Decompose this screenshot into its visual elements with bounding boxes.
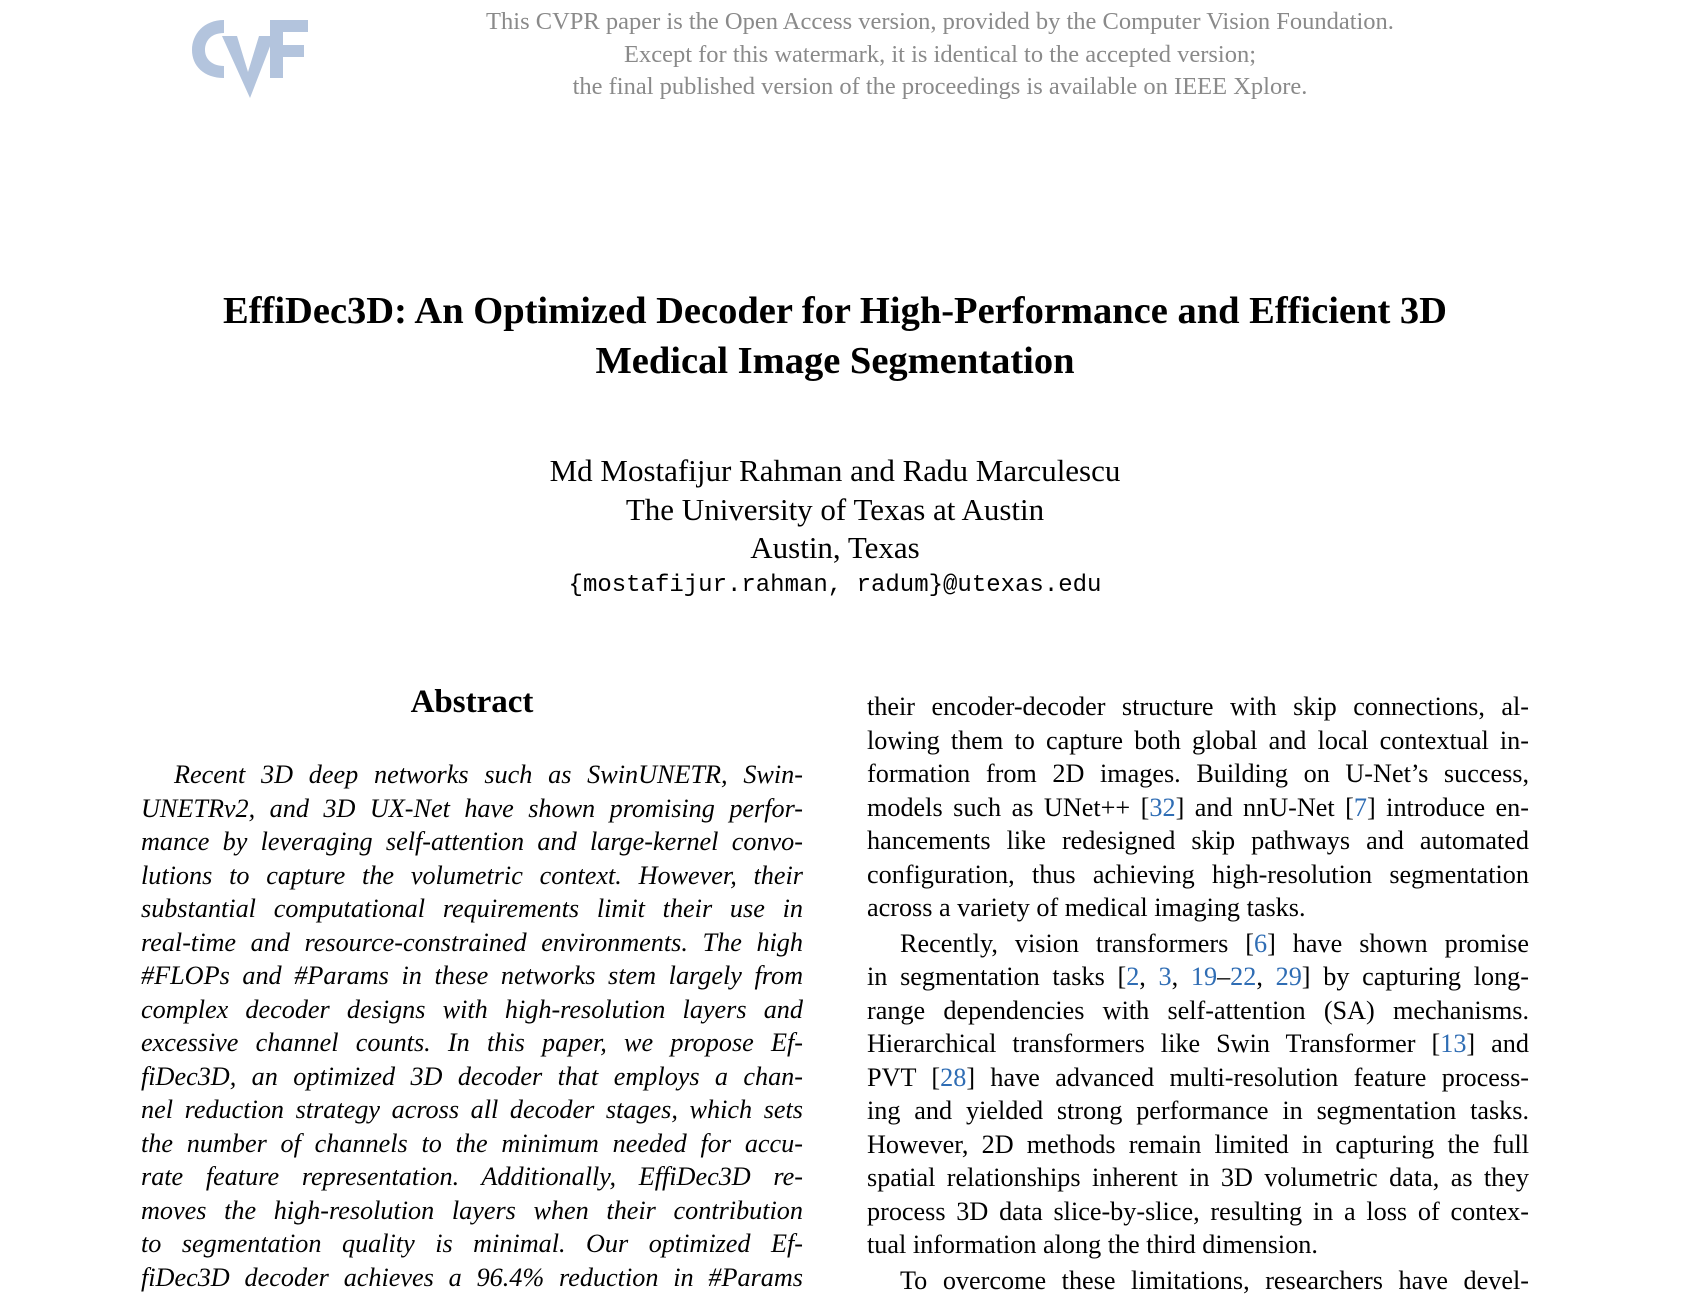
citation-link[interactable]: 32	[1149, 793, 1175, 822]
text-span: ] and	[1466, 1029, 1529, 1058]
paper-title	[100, 286, 1570, 386]
body-line: lowing them to capture both global and local contextual in-	[867, 724, 1529, 758]
text-span: ] introduce en-	[1367, 793, 1529, 822]
text-span: ,	[1256, 962, 1275, 991]
citation-link[interactable]: 6	[1254, 929, 1267, 958]
body-line: process 3D data slice-by-slice, resulting in a loss of contex-	[867, 1195, 1529, 1229]
abstract-line: moves the high-resolution layers when their contribution	[141, 1194, 803, 1228]
body-line	[867, 1027, 1529, 1061]
citation-link[interactable]: 3	[1159, 962, 1172, 991]
text-span: PVT [	[867, 1063, 940, 1092]
body-line: hancements like redesigned skip pathways and automated	[867, 824, 1529, 858]
citation-link[interactable]: 22	[1230, 962, 1256, 991]
body-line: configuration, thus achieving high-resolution segmentation	[867, 858, 1529, 892]
body-line	[867, 927, 1529, 961]
intro-paragraph-2	[867, 927, 1529, 1262]
citation-link[interactable]: 28	[940, 1063, 966, 1092]
abstract-body	[141, 758, 803, 1294]
abstract-line: complex decoder designs with high-resolution layers and	[141, 993, 803, 1027]
title-line: EffiDec3D: An Optimized Decoder for High-Performance and Efficient 3D	[100, 286, 1570, 336]
author-email: {mostafijur.rahman, radum}@utexas.edu	[330, 568, 1340, 604]
intro-paragraph-1	[867, 690, 1529, 925]
body-line: To overcome these limitations, researchers have devel-	[867, 1264, 1529, 1297]
abstract-line: nel reduction strategy across all decoder stages, which sets	[141, 1093, 803, 1127]
text-span: Hierarchical transformers like Swin Transformer [	[867, 1029, 1440, 1058]
abstract-line: UNETRv2, and 3D UX-Net have shown promising perfor-	[141, 792, 803, 826]
body-line: tual information along the third dimension.	[867, 1228, 1529, 1262]
open-access-watermark	[380, 6, 1500, 104]
abstract-line: excessive channel counts. In this paper, we propose Ef-	[141, 1026, 803, 1060]
text-span: ] have advanced multi-resolution feature process-	[966, 1063, 1529, 1092]
abstract-line: #FLOPs and #Params in these networks stem largely from	[141, 959, 803, 993]
citation-link[interactable]: 29	[1276, 962, 1302, 991]
abstract-line: fiDec3D, an optimized 3D decoder that employs a chan-	[141, 1060, 803, 1094]
cvf-logo-icon	[188, 14, 310, 98]
body-line: However, 2D methods remain limited in capturing the full	[867, 1128, 1529, 1162]
right-column	[867, 690, 1529, 1297]
text-span: ] and nnU-Net [	[1176, 793, 1354, 822]
abstract-line: lutions to capture the volumetric context. However, their	[141, 859, 803, 893]
text-span: –	[1217, 962, 1230, 991]
citation-link[interactable]: 7	[1354, 793, 1367, 822]
text-span: Recently, vision transformers [	[900, 929, 1254, 958]
citation-link[interactable]: 2	[1126, 962, 1139, 991]
abstract-line: Recent 3D deep networks such as SwinUNETR, Swin-	[141, 758, 803, 792]
text-span: ] have shown promise	[1267, 929, 1529, 958]
abstract-line: mance by leveraging self-attention and large-kernel convo-	[141, 825, 803, 859]
title-line: Medical Image Segmentation	[100, 336, 1570, 386]
abstract-line: rate feature representation. Additionally, EffiDec3D re-	[141, 1160, 803, 1194]
body-line: formation from 2D images. Building on U-Net’s success,	[867, 757, 1529, 791]
text-span: ] by capturing long-	[1302, 962, 1529, 991]
watermark-line: Except for this watermark, it is identical to the accepted version;	[380, 39, 1500, 72]
abstract-line: to segmentation quality is minimal. Our optimized Ef-	[141, 1227, 803, 1261]
body-line: across a variety of medical imaging tasks.	[867, 891, 1529, 925]
author-names: Md Mostafijur Rahman and Radu Marculescu	[330, 452, 1340, 491]
body-line	[867, 791, 1529, 825]
citation-link[interactable]: 19	[1191, 962, 1217, 991]
text-span: ,	[1139, 962, 1158, 991]
intro-paragraph-3	[867, 1264, 1529, 1297]
body-line	[867, 960, 1529, 994]
text-span: ,	[1172, 962, 1191, 991]
abstract-line: real-time and resource-constrained environments. The high	[141, 926, 803, 960]
watermark-line: This CVPR paper is the Open Access version, provided by the Computer Vision Foundation.	[380, 6, 1500, 39]
text-span: in segmentation tasks [	[867, 962, 1126, 991]
left-column	[141, 682, 803, 1294]
abstract-line: fiDec3D decoder achieves a 96.4% reduction in #Params	[141, 1261, 803, 1295]
body-line: ing and yielded strong performance in segmentation tasks.	[867, 1094, 1529, 1128]
affiliation: The University of Texas at Austin	[330, 491, 1340, 530]
body-line: their encoder-decoder structure with skip connections, al-	[867, 690, 1529, 724]
body-line	[867, 1061, 1529, 1095]
body-line: spatial relationships inherent in 3D volumetric data, as they	[867, 1161, 1529, 1195]
citation-link[interactable]: 13	[1440, 1029, 1466, 1058]
body-line: range dependencies with self-attention (SA) mechanisms.	[867, 994, 1529, 1028]
watermark-line: the final published version of the proceedings is available on IEEE Xplore.	[380, 71, 1500, 104]
abstract-line: the number of channels to the minimum needed for accu-	[141, 1127, 803, 1161]
author-block	[330, 452, 1340, 604]
location: Austin, Texas	[330, 529, 1340, 568]
abstract-line: substantial computational requirements limit their use in	[141, 892, 803, 926]
abstract-heading: Abstract	[141, 682, 803, 722]
text-span: models such as UNet++ [	[867, 793, 1149, 822]
